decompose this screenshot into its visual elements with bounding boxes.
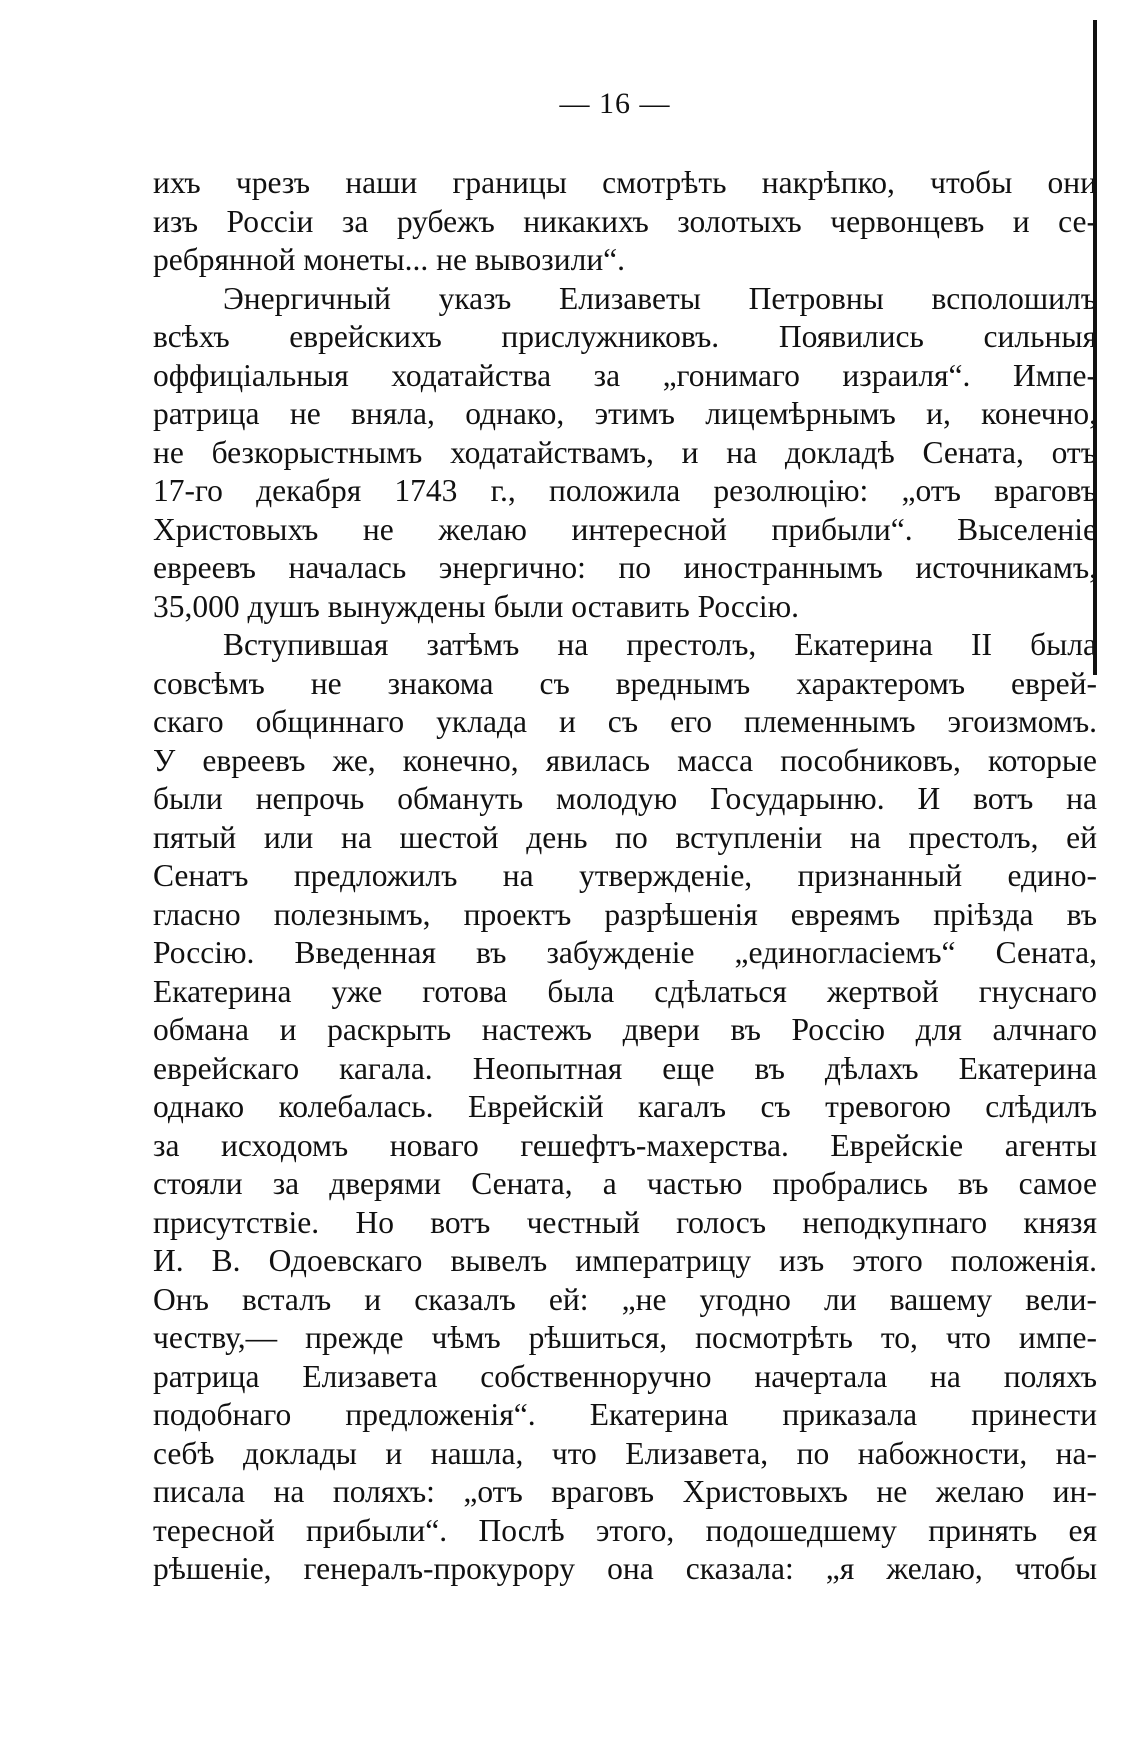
body-text (153, 164, 1097, 1589)
page-number: — 16 — (559, 87, 671, 120)
text-line: были непрочь обмануть молодую Государыню. И вотъ на (153, 781, 1097, 816)
text-line: оффиціальныя ходатайства за „гонимаго израиля“. Импе- (153, 357, 1097, 393)
text-line: И. В. Одоевскаго вывелъ императрицу изъ этого положенія. (153, 1243, 1097, 1278)
text-line: Онъ всталъ и сказалъ ей: „не угодно ли вашему вели- (153, 1281, 1097, 1317)
text-line: обмана и раскрыть настежъ двери въ Россію для алчнаго (153, 1012, 1097, 1047)
text-line: не безкорыстнымъ ходатайствамъ, и на докладѣ Сената, отъ (153, 434, 1097, 470)
text-line: Сенатъ предложилъ на утвержденіе, признанный едино- (153, 858, 1097, 893)
text-line: пятый или на шестой день по вступленіи на престолъ, ей (153, 819, 1097, 855)
text-line: за исходомъ новаго гешефтъ-махерства. Еврейскіе агенты (153, 1127, 1097, 1163)
text-line: себѣ доклады и нашла, что Елизавета, по набожности, на- (153, 1435, 1097, 1471)
text-line: евреевъ началась энергично: по иностраннымъ источникамъ, (153, 550, 1097, 585)
text-line: 35,000 душъ вынуждены были оставить Россію. (153, 588, 800, 624)
text-line: честву,— прежде чѣмъ рѣшиться, посмотрѣть то, что импе- (153, 1320, 1097, 1355)
text-line: совсѣмъ не знакома съ вреднымъ характеромъ еврей- (153, 665, 1097, 701)
text-line: У евреевъ же, конечно, явилась масса пособниковъ, которые (153, 742, 1097, 778)
text-line: еврейскаго кагала. Неопытная еще въ дѣлахъ Екатерина (153, 1050, 1097, 1086)
text-line: всѣхъ еврейскихъ прислужниковъ. Появились сильныя (153, 319, 1097, 354)
text-line: ратрица Елизавета собственноручно начертала на поляхъ (153, 1358, 1097, 1394)
text-line: присутствіе. Но вотъ честный голосъ неподкупнаго князя (153, 1204, 1097, 1240)
text-line: однако колебалась. Еврейскій кагалъ съ тревогою слѣдилъ (153, 1089, 1097, 1124)
text-line: скаго общиннаго уклада и съ его племеннымъ эгоизмомъ. (153, 704, 1097, 739)
text-line: рѣшеніе, генералъ-прокурору она сказала: „я желаю, чтобы (153, 1551, 1097, 1586)
text-line: подобнаго предложенія“. Екатерина приказала принести (153, 1397, 1097, 1432)
text-line: стояли за дверями Сената, а частью пробрались въ самое (153, 1166, 1097, 1201)
text-line: гласно полезнымъ, проектъ разрѣшенія евреямъ пріѣзда въ (153, 896, 1097, 932)
text-line: Вступившая затѣмъ на престолъ, Екатерина II была (223, 627, 1097, 662)
text-line: тересной прибыли“. Послѣ этого, подошедшему принять ея (153, 1512, 1097, 1548)
text-line: Россію. Введенная въ забужденіе „единогласіемъ“ Сената, (153, 935, 1097, 970)
text-line: Екатерина уже готова была сдѣлаться жертвой гнуснаго (153, 973, 1097, 1009)
text-line: Энергичный указъ Елизаветы Петровны всполошилъ (223, 280, 1097, 316)
text-line: ребрянной монеты... не вывозили“. (153, 242, 626, 277)
text-line: ихъ чрезъ наши границы смотрѣть накрѣпко, чтобы они (153, 165, 1097, 200)
text-line: ратрица не вняла, однако, этимъ лицемѣрнымъ и, конечно, (153, 396, 1097, 431)
text-line: писала на поляхъ: „отъ враговъ Христовыхъ не желаю ин- (153, 1474, 1097, 1509)
text-line: изъ Россіи за рубежъ никакихъ золотыхъ червонцевъ и се- (153, 203, 1097, 239)
text-line: Христовыхъ не желаю интересной прибыли“. Выселеніе (153, 511, 1097, 547)
text-line: 17-го декабря 1743 г., положила резолюцію: „отъ враговъ (153, 473, 1097, 508)
